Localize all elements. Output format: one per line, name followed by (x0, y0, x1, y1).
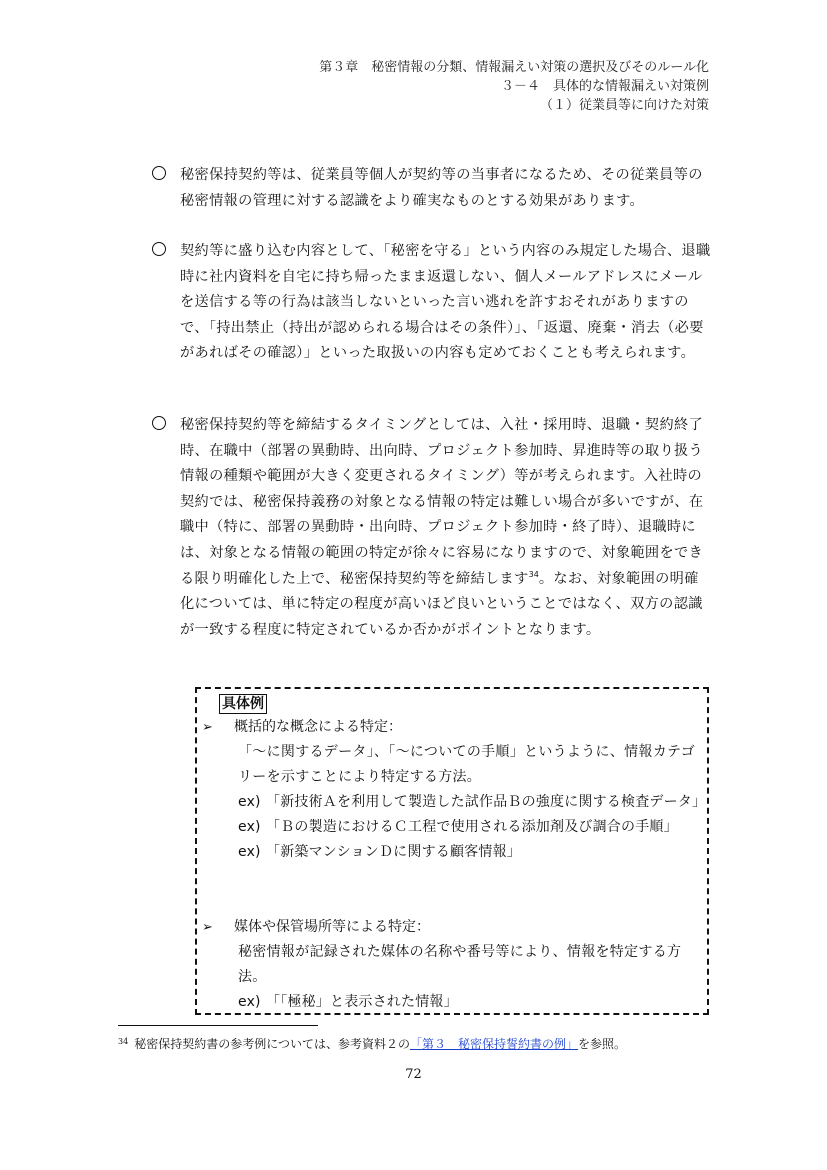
circle-bullet-icon (152, 416, 166, 430)
example-entry (238, 990, 706, 1015)
arrow-bullet-icon: ➢ (202, 920, 213, 935)
example-box-title: 具体例 (219, 694, 267, 714)
example-entry (238, 815, 706, 840)
example-prefix: ex) (238, 994, 261, 1010)
example-item-media-location (202, 915, 702, 1015)
footnote (118, 1034, 626, 1052)
example-text: 「新技術Ａを利用して製造した試作品Ｂの強度に関する検査データ」 (266, 794, 707, 810)
footnote-text: 秘密保持契約書の参考例については、参考資料２の (134, 1037, 410, 1051)
example-item-heading: 概括的な概念による特定： (234, 719, 402, 735)
example-item-heading: 媒体や保管場所等による特定： (234, 919, 430, 935)
circle-bullet-icon (152, 166, 166, 180)
paragraph-1 (152, 163, 712, 214)
example-prefix: ex) (238, 794, 261, 810)
example-entry (238, 790, 706, 815)
footnote-ref[interactable]: 34 (528, 569, 539, 579)
chapter-title: 第３章 秘密情報の分類、情報漏えい対策の選択及びそのルール化 (319, 60, 709, 75)
paragraph-text: 秘密保持契約等は、従業員等個人が契約等の当事者になるため、その従業員等の秘密情報の管理に対する認識をより確実なものとする効果があります。 (180, 167, 703, 209)
circle-bullet-icon (152, 242, 166, 256)
example-item-general-concept (202, 715, 707, 865)
running-header (319, 58, 709, 115)
footnote-divider (118, 1025, 318, 1026)
section-title: ３－４ 具体的な情報漏えい対策例 (500, 79, 709, 94)
example-text: 「Ｂの製造におけるＣ工程で使用される添加剤及び調合の手順」 (266, 819, 678, 835)
paragraph-text-main: 秘密保持契約等を締結するタイミングとしては、入社・採用時、退職・契約終了時、在職中（部署の異動時、出向時、プロジェクト参加時、昇進時等の取り扱う情報の種類や範囲が大きく変更されるタイミング）等が考えられます。入社時の契約では、秘密保持義務の対象となる情報の特定は難しい場合が多いですが、在職中（特に、部署の異動時・出向時、プロジェクト参加時・終了時）、退職時には、対象となる情報の範囲の特定が徐々に容易になりますので、対象範囲をできる限り明確化した上で、秘密保持契約等を締結します (180, 417, 704, 587)
footnote-text-end: を参照。 (577, 1037, 626, 1051)
example-item-description: 秘密情報が記録された媒体の名称や番号等により、情報を特定する方法。 (238, 944, 682, 985)
reference-link[interactable]: 「第３ 秘密保持誓約書の例」 (409, 1037, 578, 1051)
example-text: 「新築マンションＤに関する顧客情報」 (266, 844, 521, 860)
paragraph-text (180, 413, 712, 643)
paragraph-3 (152, 413, 712, 643)
paragraph-text-continued: 。なお、対象範囲の明確化については、単に特定の程度が高いほど良いということではなく、双方の認識が一致する程度に特定されているか否かがポイントとなります。 (180, 570, 703, 638)
example-prefix: ex) (238, 819, 261, 835)
subsection-title: （１）従業員等に向けた対策 (539, 98, 709, 113)
footnote-number: 34 (118, 1037, 129, 1046)
example-entry (238, 840, 706, 865)
example-text: 「「極秘」と表示された情報」 (266, 994, 458, 1010)
example-box (195, 687, 709, 1015)
paragraph-text: 契約等に盛り込む内容として、「秘密を守る」という内容のみ規定した場合、退職時に社内資料を自宅に持ち帰ったまま返還しない、個人メールアドレスにメールを送信する等の行為は該当しないといった言い逃れを許すおそれがありますので、「持出禁止（持出が認められる場合はその条件）」、「返還、廃棄・消去（必要があればその確認）」といった取扱いの内容も定めておくことも考えられます。 (180, 243, 711, 362)
example-prefix: ex) (238, 844, 261, 860)
arrow-bullet-icon: ➢ (202, 720, 213, 735)
page-number: 72 (405, 1067, 422, 1082)
paragraph-2 (152, 239, 712, 367)
example-item-description: 「～に関するデータ」、「～についての手順」というように、情報カテゴリーを示すことにより特定する方法。 (238, 744, 696, 785)
